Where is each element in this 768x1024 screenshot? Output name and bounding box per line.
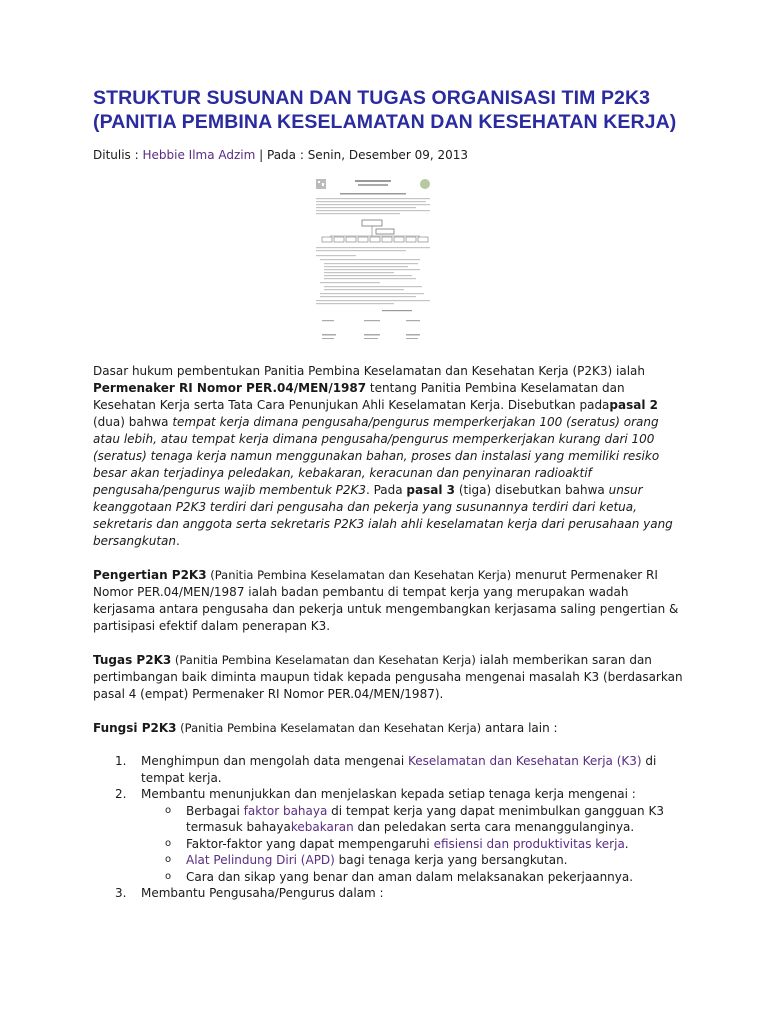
p2-body: menurut Permenaker RI Nomor PER.04/MEN/1987 ialah badan pembantu di tempat kerja yang merupakan wadah kerjasama antara pengusaha dan pekerja untuk mengembangkan kerjasama saling pengertian & partisipasi efektif dalam penerapan K3. xyxy=(93,568,679,633)
bullet-icon: o xyxy=(165,837,172,849)
sub-list-item xyxy=(94,836,683,853)
list-item xyxy=(93,885,683,902)
p4-body: antara lain : xyxy=(481,721,558,735)
apd-link[interactable]: Alat Pelindung Diri (APD) xyxy=(186,853,335,867)
document-thumbnail-graphic xyxy=(310,173,436,345)
p3-heading: Tugas P2K3 xyxy=(93,653,172,667)
sub1-text: Berbagai xyxy=(186,803,244,818)
list-number: 1. xyxy=(115,754,127,768)
p3-body: ialah memberikan saran dan pertimbangan baik diminta maupun tidak kepada pengusaha mengenai masalah K3 (berdasarkan pasal 4 (empat) Permenaker RI Nomor PER.04/MEN/1987). xyxy=(93,653,683,701)
p4-heading: Fungsi P2K3 xyxy=(93,721,177,735)
meta-prefix: Ditulis : xyxy=(93,148,143,162)
p1-quote-pasal-3: unsur keanggotaan P2K3 terdiri dari pengusaha dan pekerja yang susunannya terdiri dari ketua, sekretaris dan anggota serta sekretaris P2K3 ialah ahli keselamatan kerja dari perusahaan yang bersangkutan xyxy=(93,483,673,548)
functions-paragraph xyxy=(93,720,683,737)
p1-text-k: . xyxy=(175,534,180,548)
post-meta xyxy=(93,147,683,163)
p1-text-i: (tiga) disebutkan bahwa xyxy=(455,483,609,497)
faktor-bahaya-link[interactable]: faktor bahaya xyxy=(243,803,328,818)
legal-basis-paragraph xyxy=(93,363,683,550)
figure-container xyxy=(93,173,683,349)
sub-list xyxy=(141,803,683,886)
p1-pasal-2: pasal 2 xyxy=(609,398,658,412)
p1-text-a: Dasar hukum pembentukan Panitia Pembina Keselamatan dan Kesehatan Kerja (P2K3) ialah xyxy=(93,364,646,378)
p1-text-c: tentang Panitia Pembina Keselamatan dan Kesehatan Kerja serta Tata Cara Penunjukan Ahli Keselamatan Kerja. Disebutkan pada xyxy=(93,381,625,412)
sub1-text-c: dan peledakan serta cara menanggulanginya. xyxy=(353,820,635,834)
bullet-icon: o xyxy=(165,804,172,816)
sub4-text: Cara dan sikap yang benar dan aman dalam melaksanakan pekerjaannya. xyxy=(186,869,634,884)
p2-parenthetical: (Panitia Pembina Keselamatan dan Kesehatan Kerja) xyxy=(206,568,512,582)
list-number: 3. xyxy=(115,886,127,900)
k3-link[interactable]: Keselamatan dan Kesehatan Kerja (K3) xyxy=(408,754,642,768)
p1-text-g: . Pada xyxy=(365,483,407,497)
kebakaran-link[interactable]: kebakaran xyxy=(290,820,354,834)
p4-parenthetical: (Panitia Pembina Keselamatan dan Kesehatan Kerja) xyxy=(176,721,482,735)
list-item xyxy=(93,753,683,786)
bullet-icon: o xyxy=(165,870,172,882)
bullet-icon: o xyxy=(165,854,172,865)
document-thumbnail-image[interactable] xyxy=(310,173,436,345)
definition-paragraph xyxy=(93,567,683,635)
article-title: STRUKTUR SUSUNAN DAN TUGAS ORGANISASI TIM P2K3 (PANITIA PEMBINA KESELAMATAN DAN KESEHATAN KERJA) xyxy=(93,87,677,133)
author-link[interactable]: Hebbie Ilma Adzim xyxy=(142,148,256,162)
p2-heading: Pengertian P2K3 xyxy=(93,568,207,582)
list-item xyxy=(93,786,683,885)
sub-list-item xyxy=(94,869,683,886)
p1-pasal-3: pasal 3 xyxy=(406,483,455,497)
sub2-text: Faktor-faktor yang dapat mempengaruhi xyxy=(186,836,434,851)
item1-text-end: di tempat kerja. xyxy=(141,754,657,785)
efisiensi-link[interactable]: efisiensi dan produktivitas kerja xyxy=(433,836,625,851)
functions-list xyxy=(93,753,683,902)
p1-regulation: Permenaker RI Nomor PER.04/MEN/1987 xyxy=(93,381,367,395)
sub3-text: bagi tenaga kerja yang bersangkutan. xyxy=(334,853,568,867)
p1-quote-pasal-2: tempat kerja dimana pengusaha/pengurus memperkerjakan 100 (seratus) orang atau lebih, atau tempat kerja dimana pengusaha/pengurus memperkerjakan kurang dari 100 (seratus) tenaga kerja namun menggunakan bahan, proses dan instalasi yang memiliki resiko besar akan terjadinya peledakan, kebakaran, keracunan dan penyinaran radioaktif pengusaha/pengurus wajib membentuk P2K3 xyxy=(93,415,660,497)
duties-paragraph xyxy=(93,652,683,703)
sub1-text-b: di tempat kerja yang dapat menimbulkan gangguan K3 termasuk bahaya xyxy=(186,803,664,834)
item3-text: Membantu Pengusaha/Pengurus dalam : xyxy=(141,886,384,900)
p3-parenthetical: (Panitia Pembina Keselamatan dan Kesehatan Kerja) xyxy=(171,653,476,667)
meta-date: | Pada : Senin, Desember 09, 2013 xyxy=(255,148,468,162)
item2-text: Membantu menunjukkan dan menjelaskan kepada setiap tenaga kerja mengenai : xyxy=(141,787,636,801)
sub-list-item xyxy=(94,803,683,836)
p1-text-e: (dua) bahwa xyxy=(93,415,173,429)
list-number: 2. xyxy=(115,787,127,801)
sub-list-item xyxy=(94,852,683,869)
article xyxy=(93,86,683,902)
item1-text: Menghimpun dan mengolah data mengenai xyxy=(141,754,408,768)
sub2-text-b: . xyxy=(624,836,629,851)
